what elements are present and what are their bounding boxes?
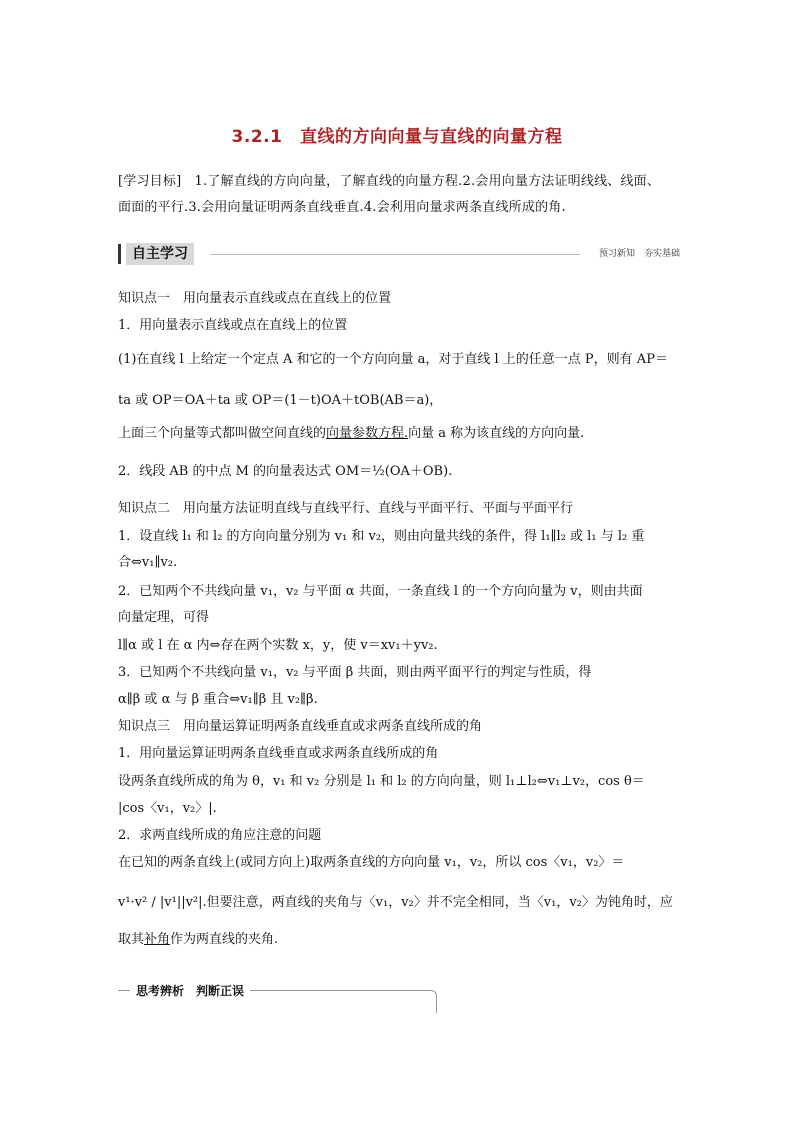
kp3-item-1-text: 设两条直线所成的角为 θ，v₁ 和 v₂ 分别是 l₁ 和 l₂ 的方向向量，则 l₁⊥l₂⇔v₁⊥v₂，cos θ＝ [118,774,645,789]
kp3-final-line [118,930,678,950]
kp1-item-1: 1．用向量表示直线或点在直线上的位置 [118,318,348,333]
thinking-box [118,984,437,1013]
section-header [118,242,680,266]
kp1-parametric-line [118,424,678,444]
kp2-item-3-formula: α∥β 或 α 与 β 重合⇔v₁∥β 且 v₂∥β. [118,692,318,707]
kp2-item-1-cont: 合⇔v₁∥v₂. [118,555,178,570]
kp3-item-2-text: 在已知的两条直线上(或同方向上)取两条直线的方向向量 v₁，v₂，所以 cos〈v₁，v₂〉＝ [118,855,625,870]
section-label: 自主学习 [126,243,194,265]
kp3-text-a: 取其 [118,932,145,947]
kp1-term-underlined: 向量参数方程. [326,426,409,441]
kp2-item-3: 3．已知两个不共线向量 v₁，v₂ 与平面 β 共面，则由两平面平行的判定与性质，得 [118,665,592,680]
kp1-text-c: 向量 a 称为该直线的方向向量. [408,426,585,441]
thinking-box-label: 思考辨析 判断正误 [130,982,250,999]
kp2-item-2-formula: l∥α 或 l 在 α 内⇔存在两个实数 x，y，使 v＝xv₁＋yv₂. [118,638,438,653]
learning-objectives-line-1: [学习目标] 1.了解直线的方向向量，了解直线的向量方程.2.会用向量方法证明线线、线面、 [118,174,661,189]
learning-objectives-line-2: 面面的平行.3.会用向量证明两条直线垂直.4.会利用向量求两条直线所成的角. [118,200,566,215]
knowledge-point-2-heading: 知识点二 用向量方法证明直线与直线平行、直线与平面平行、平面与平面平行 [118,501,574,516]
section-rule [210,254,580,255]
page-title: 3.2.1 直线的方向向量与直线的向量方程 [231,127,563,147]
kp2-item-2: 2．已知两个不共线向量 v₁，v₂ 与平面 α 共面，一条直线 l 的一个方向向量为 v，则由共面 [118,584,643,599]
kp1-item-1-text: (1)在直线 l 上给定一个定点 A 和它的一个方向向量 a，对于直线 l 上的任意一点 P，则有 AP＝ [118,352,668,367]
knowledge-point-3-heading: 知识点三 用向量运算证明两条直线垂直或求两条直线所成的角 [118,719,483,734]
kp2-item-2-cont: 向量定理，可得 [118,610,210,625]
kp1-midpoint-formula: 2．线段 AB 的中点 M 的向量表达式 OM＝½(OA＋OB). [118,464,453,479]
kp3-item-1: 1．用向量运算证明两条直线垂直或求两条直线所成的角 [118,746,439,761]
kp2-item-1: 1．设直线 l₁ 和 l₂ 的方向向量分别为 v₁ 和 v₂，则由向量共线的条件，得 l₁∥l₂ 或 l₁ 与 l₂ 重 [118,529,645,544]
kp3-item-2: 2．求两直线所成的角应注意的问题 [118,828,322,843]
section-marker [118,244,121,264]
knowledge-point-1-heading: 知识点一 用向量表示直线或点在直线上的位置 [118,291,392,306]
kp3-term-underlined: 补角 [144,932,171,947]
kp3-text-c: 作为两直线的夹角. [170,932,279,947]
kp3-item-2-formula: v¹·v² / |v¹||v²|.但要注意，两直线的夹角与〈v₁，v₂〉并不完全相同，当〈v₁，v₂〉为钝角时，应 [118,895,673,910]
kp3-item-1-cont: |cos〈v₁，v₂〉|. [118,801,217,816]
section-subtitle: 预习新知 夯实基础 [598,249,680,259]
kp1-formula: ta 或 OP＝OA＋ta 或 OP＝(1－t)OA＋tOB(AB＝a)， [118,393,443,408]
kp1-text-a: 上面三个向量等式都叫做空间直线的 [118,426,327,441]
